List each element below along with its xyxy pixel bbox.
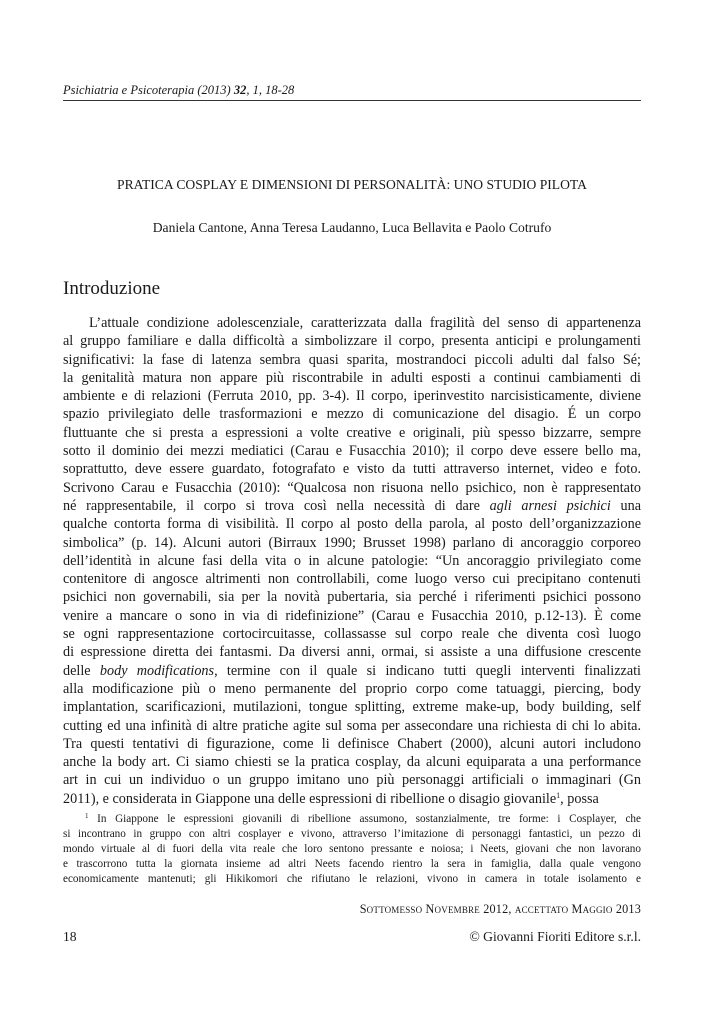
text-run: , termine con il quale si indicano tutti quegli interventi finalizzati bbox=[214, 662, 641, 679]
text-run: delle bbox=[63, 662, 100, 679]
text-line: al gruppo familiare e dalla difficoltà a simbolizzare il corpo, presenta anticipi e prolungamenti bbox=[63, 333, 641, 350]
text-run: né rappresentabile, il corpo si trova così nella necessità di dare bbox=[63, 497, 490, 514]
text-line: sotto il dominio dei mezzi mediatici (Carau e Fusacchia 2010); il corpo deve essere bello ma, bbox=[63, 443, 641, 460]
text-line: Tra questi tentativi di figurazione, come li definisce Chabert (2000), alcuni autori includono bbox=[63, 735, 641, 752]
text-line: di espressione diretta dei fantasmi. Da diversi anni, ormai, si assiste a una diffusione crescente bbox=[63, 644, 641, 661]
body-paragraph bbox=[63, 314, 641, 808]
text-line: art in cui un individuo o un gruppo imitano uno più personaggi artificiali o immaginari (Gn bbox=[63, 772, 641, 789]
text-line: alla modificazione più o meno permanente del proprio corpo come tatuaggi, piercing, body bbox=[63, 680, 641, 697]
text-line: simbolica” (p. 14). Alcuni autori (Birraux 1990; Brusset 1998) parlano di ancoraggio corporeo bbox=[63, 534, 641, 551]
footnote-line: e trascorrono tutta la giornata insieme ad altri Neets facendo rientro la sera in famiglia, dalla quale vengono bbox=[63, 858, 641, 870]
text-line: la genitalità matura non appare più riscontrabile in adulti esposti a continui cambiamenti di bbox=[63, 369, 641, 386]
text-line bbox=[63, 790, 641, 808]
text-line: cutting ed una infinità di altre pratiche agite sul soma per assecondare una richiesta di chi lo abita. bbox=[63, 717, 641, 734]
text-run: una bbox=[610, 497, 641, 514]
text-line bbox=[63, 497, 641, 515]
text-line: contenitore di angosce altrimenti non controllabili, come luogo verso cui precipitano contenuti bbox=[63, 571, 641, 588]
section-heading: Introduzione bbox=[63, 278, 161, 299]
page-number: 18 bbox=[63, 929, 77, 944]
journal-name: Psichiatria e Psicoterapia (2013) bbox=[63, 83, 234, 97]
text-run: 2011), e considerata in Giappone una delle espressioni di ribellione o disagio giovanile bbox=[63, 790, 557, 807]
footnote-line: economicamente mantenuti; gli Hikikomori che rifiutano le relazioni, vivono in camera in totale isolamento e bbox=[63, 873, 641, 885]
running-header bbox=[63, 82, 641, 101]
italic-phrase: body modifications bbox=[99, 662, 215, 679]
text-line: soprattutto, deve essere guardato, fotografato e visto da tutti attraverso internet, video e foto. bbox=[63, 461, 641, 478]
text-line: Scrivono Carau e Fusacchia (2010): “Qualcosa non risuona nello psichico, non è rappresentato bbox=[63, 479, 641, 496]
footnote-line bbox=[63, 812, 641, 827]
text-line: fluttuante che si presta a espressioni a volte creative e originali, più spesso bizzarre, sempre bbox=[63, 424, 641, 441]
journal-issue-pages: , 1, 18-28 bbox=[246, 83, 295, 97]
article-authors: Daniela Cantone, Anna Teresa Laudanno, Luca Bellavita e Paolo Cotrufo bbox=[152, 220, 552, 235]
footnote-line: si incontrano in gruppo con altri cosplayer e vivono, attraverso l’imitazione di personaggi fantastici, un pezzo di bbox=[63, 828, 641, 840]
text-run: In Giappone le espressioni giovanili di ribellione assumono, sostanzialmente, tre forme: i Cosplayer, che bbox=[88, 813, 641, 825]
footnote bbox=[63, 812, 641, 887]
text-line: dell’identità in alcune fasi della vita o in alcune patologie: “Un ancoraggio privilegiato come bbox=[63, 552, 641, 569]
italic-phrase: agli arnesi psichici bbox=[489, 497, 611, 514]
footnote-line: mondo virtuale al di fuori della vita reale che loro sentono pressante e noiosa; i Neets, giovani che non lavorano bbox=[63, 843, 641, 855]
text-line: se ogni rappresentazione cortocircuitasse, collassasse sul corpo reale che diventa così luogo bbox=[63, 626, 641, 643]
text-line: L’attuale condizione adolescenziale, caratterizzata dalla fragilità del senso di appartenenza bbox=[89, 315, 641, 331]
text-line: venire a mancare o sono in via di ridefinizione” (Carau e Fusacchia 2010, p.12-13). È come bbox=[63, 607, 641, 624]
footnote-reference[interactable]: 1 bbox=[556, 790, 561, 800]
text-line: spazio privilegiato delle trasformazioni e mezzo di comunicazione del disagio. É un corpo bbox=[63, 406, 641, 423]
text-line: anche la body art. Ci siamo chiesti se la pratica cosplay, da alcuni equiparata a una performance bbox=[63, 754, 641, 771]
text-line bbox=[63, 662, 641, 680]
journal-volume: 32 bbox=[233, 83, 247, 97]
text-line: ambiente e di relazioni (Ferruta 2010, pp. 3-4). Il corpo, iperinvestito narcisisticamente, diviene bbox=[63, 388, 641, 405]
submission-dates: Sottomesso Novembre 2012, accettato Maggio 2013 bbox=[359, 902, 641, 916]
text-line: qualche contorta forma di visibilità. Il corpo al posto della parola, al posto dell’organizzazione bbox=[63, 516, 641, 533]
footnote-marker: 1 bbox=[85, 812, 89, 820]
text-run: , possa bbox=[560, 790, 599, 807]
text-line: significativi: la fase di latenza sembra quasi sparita, mostrandoci piccoli adulti dal falso Sé; bbox=[63, 351, 641, 368]
text-line: psichici non governabili, sia per la novità pubertaria, sia perché i riferimenti psichici possono bbox=[63, 589, 641, 606]
article-title: PRATICA COSPLAY E DIMENSIONI DI PERSONALITÀ: UNO STUDIO PILOTA bbox=[117, 177, 587, 192]
copyright-notice: © Giovanni Fioriti Editore s.r.l. bbox=[469, 929, 641, 944]
text-line: implantation, scarificazioni, mutilazioni, tongue splitting, extreme make-up, body building, self bbox=[63, 699, 641, 716]
